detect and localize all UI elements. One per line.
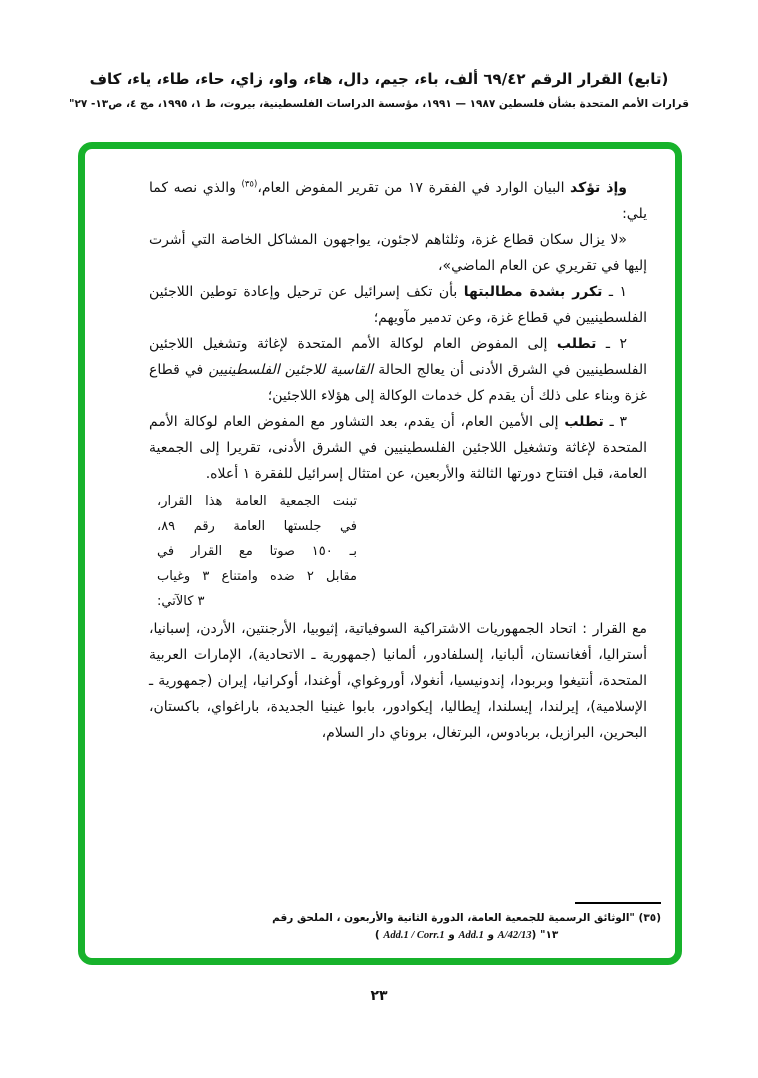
resolution-frame (78, 142, 682, 965)
adoption-line: تبنت الجمعية العامة هذا القرار، (157, 494, 357, 509)
op2-lead: تطلب (556, 336, 597, 352)
preamble-lead: وإذ تؤكد (570, 180, 627, 196)
adoption-line: مقابل ٢ ضده وامتناع ٣ وغياب (157, 569, 357, 584)
footnote-block (272, 902, 661, 944)
op1-number: ١ ـ (602, 284, 627, 300)
op2-italic-text: القاسية للاجئين الفلسطينيين (208, 362, 374, 378)
operative-paragraph-3 (149, 409, 647, 487)
footnote-separator-word: و (444, 929, 459, 941)
page-number: ٢٣ (370, 988, 388, 1004)
footnote-supplement-number: ١٣" ( (531, 929, 559, 941)
vote-countries-list: اتحاد الجمهوريات الاشتراكية السوفياتية، إثيوبيا، الأرجنتين، الأردن، إسبانيا، أستراليا، أفغانستان، ألبانيا، إلسلفادور، ألمانيا (جمهورية ـ الاتحادية)، الإمارات العربية المتحدة، أنتيغوا وبربودا، إندونيسيا، أنغولا، أوروغواي، أوغندا، أوكرانيا، إيران (جمهورية ـ الإسلامية)، إيرلندا، إيسلندا، إيطاليا، إيكوادور، بابوا غينيا الجديدة، باراغواي، باكستان، البحرين، البرازيل، بربادوس، البرتغال، بروناي دار السلام، (149, 621, 647, 741)
footnote-closing-paren: ) (374, 929, 384, 941)
vote-label: مع القرار : (576, 621, 647, 637)
preamble-text: البيان الوارد في الفقرة ١٧ من تقرير المفوض العام، (257, 180, 571, 196)
page-header (0, 70, 758, 110)
op3-text: إلى الأمين العام، أن يقدم، بعد التشاور مع المفوض العام لوكالة الأمم المتحدة لإغاثة وتشغيل اللاجئين الفلسطينيين في الشرق الأدنى، تقريرا إلى الجمعية العامة، قبل افتتاح دورتها الثالثة والأربعين، عن امتثال إسرائيل للفقرة ١ أعلاه. (149, 414, 647, 482)
op3-lead: تطلب (564, 414, 604, 430)
op2-tail: في قطاع غزة وبناء على ذلك أن يقدم كل خدمات الوكالة إلى هؤلاء اللاجئين؛ (149, 362, 647, 404)
op1-text: بأن تكف إسرائيل عن ترحيل وإعادة توطين اللاجئين الفلسطينيين في قطاع غزة، وعن تدمير مآويهم؛ (149, 284, 647, 326)
adoption-block (157, 489, 357, 614)
footnote-separator-rule (575, 902, 661, 904)
footnote-line-2 (272, 927, 661, 944)
op2-text: إلى المفوض العام لوكالة الأمم المتحدة لإغاثة وتشغيل اللاجئين الفلسطينيين في الشرق الأدنى أن يعالج الحالة (149, 336, 647, 378)
un-document-corrigendum: Add.1 / Corr.1 (383, 930, 445, 941)
adoption-line: في جلستها العامة رقم ٨٩، (157, 519, 357, 534)
footnote-reference-35: (٣٥) (241, 179, 258, 190)
un-document-symbol: A/42/13 (497, 930, 532, 941)
footnote-line-1: (٣٥) "الوثائق الرسمية للجمعية العامة، الدورة الثانية والأربعون ، الملحق رقم (272, 912, 661, 924)
op2-number: ٢ ـ (596, 336, 627, 352)
un-document-addendum: Add.1 (458, 930, 484, 941)
preamble-paragraph (149, 175, 647, 227)
resolution-title: (تابع) القرار الرقم ٦٩/٤٢ ألف، باء، جيم، دال، هاء، واو، زاي، حاء، طاء، ياء، كاف (89, 70, 669, 88)
op1-lead: تكرر بشدة مطالبتها (463, 284, 603, 300)
footnote-separator-word: و (483, 929, 498, 941)
quote-paragraph: «لا يزال سكان قطاع غزة، وثلثاهم لاجئون، يواجهون المشاكل الخاصة التي أشرت إليها في تقريري عن العام الماضي»، (149, 232, 647, 274)
operative-paragraph-1 (149, 279, 647, 331)
resolution-body (85, 149, 675, 746)
adoption-line: ٣ كالآتي: (157, 594, 205, 609)
op3-number: ٣ ـ (603, 414, 627, 430)
preamble-tail: والذي نصه كما يلي: (149, 180, 647, 222)
footnote-section (85, 902, 675, 958)
adoption-line: بـ ١٥٠ صوتا مع القرار في (157, 544, 358, 559)
operative-paragraph-2 (149, 331, 647, 409)
vote-paragraph (149, 616, 647, 746)
source-citation: قرارات الأمم المتحدة بشأن فلسطين ١٩٨٧ — ١٩٩١، مؤسسة الدراسات الفلسطينية، بيروت، ط ١، ١٩٩٥، مج ٤، ص١٣- ٢٧" (69, 98, 689, 110)
